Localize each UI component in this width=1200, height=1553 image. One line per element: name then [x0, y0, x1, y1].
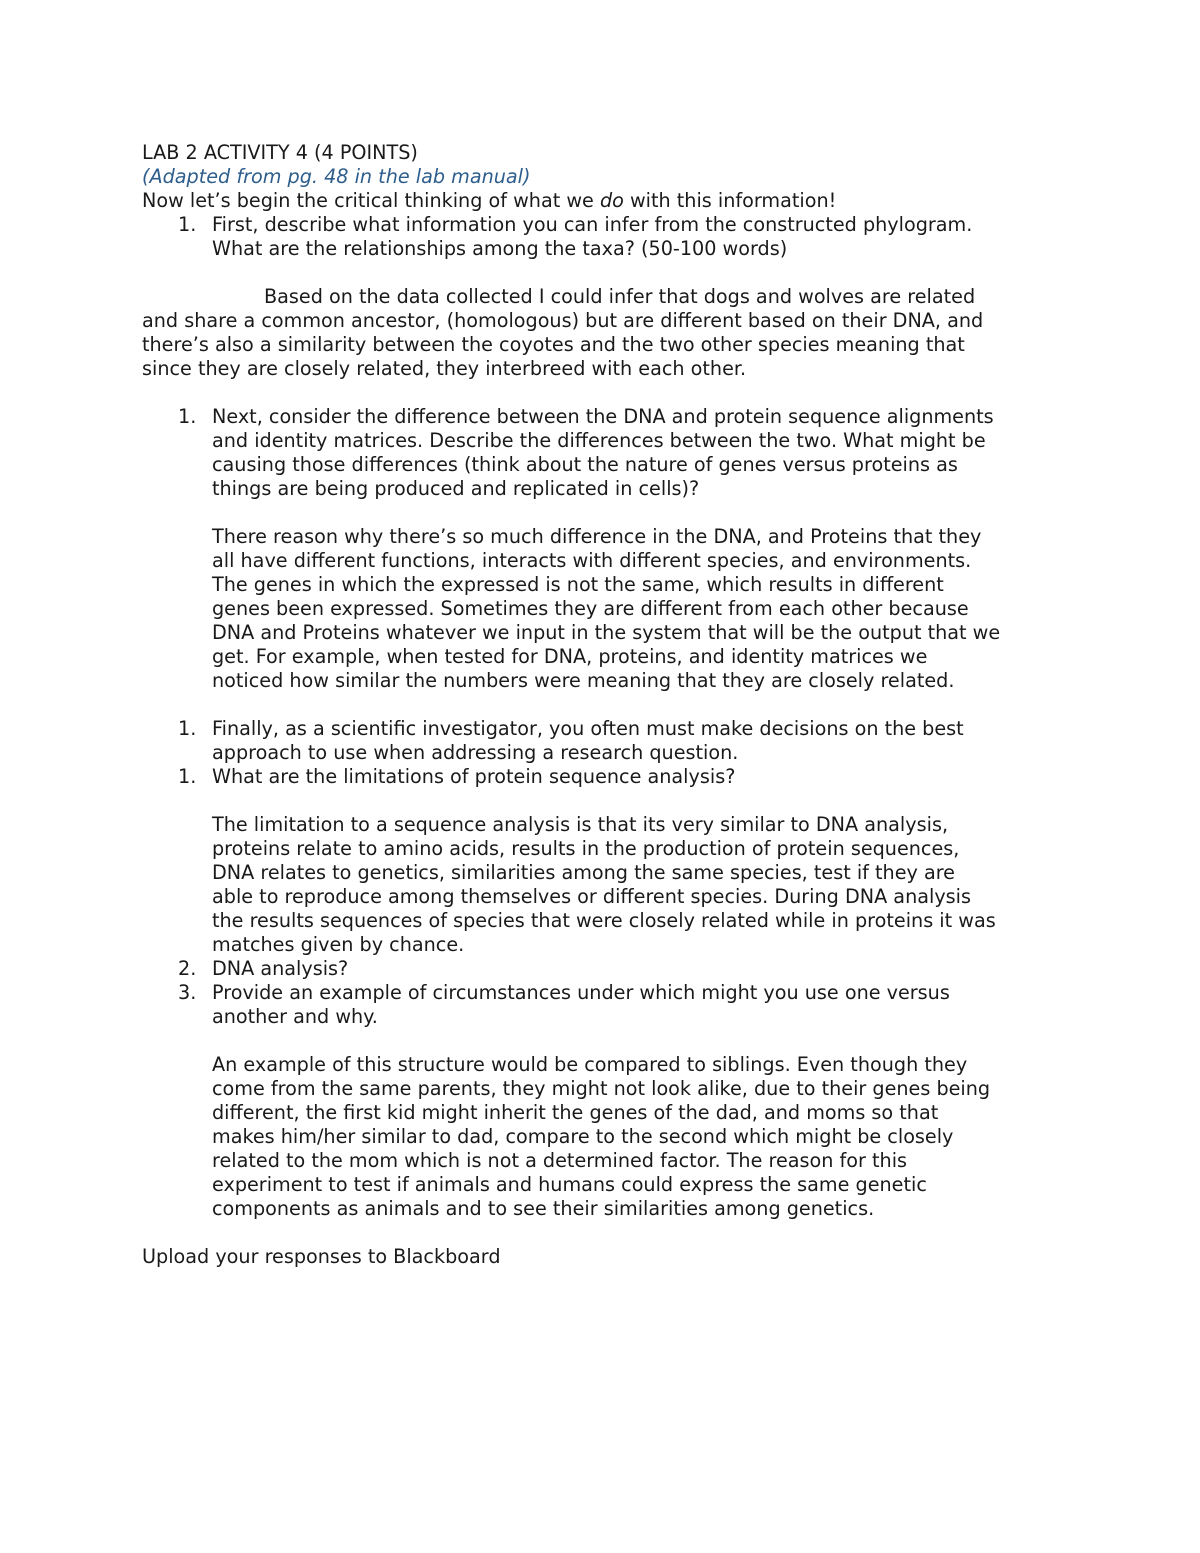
question-3-number: 1. — [178, 717, 197, 740]
question-3b-number: 2. — [178, 957, 197, 980]
answer-2-line: DNA and Proteins whatever we input in the system that will be the output that we — [212, 621, 1001, 644]
answer-4-line: related to the mom which is not a determined factor. The reason for this — [212, 1149, 908, 1172]
question-3-line: Finally, as a scientific investigator, you often must make decisions on the best — [212, 717, 964, 740]
answer-4-line: makes him/her similar to dad, compare to the second which might be closely — [212, 1125, 954, 1148]
answer-4-line: experiment to test if animals and humans could express the same genetic — [212, 1173, 927, 1196]
question-3b — [142, 957, 1072, 981]
answer-1-line: and share a common ancestor, (homologous) but are different based on their DNA, and — [142, 309, 984, 332]
question-1-line: What are the relationships among the taxa? (50-100 words) — [212, 237, 788, 260]
spacer — [142, 261, 1072, 285]
question-3a — [142, 765, 1072, 789]
question-3c-line: another and why. — [212, 1005, 378, 1028]
answer-1-line: Based on the data collected I could infer that dogs and wolves are related — [264, 285, 976, 308]
question-3-line: approach to use when addressing a research question. — [212, 741, 739, 764]
answer-4-line: different, the first kid might inherit the genes of the dad, and moms so that — [212, 1101, 939, 1124]
answer-2-line: all have different functions, interacts with different species, and environments. — [212, 549, 972, 572]
question-2-number: 1. — [178, 405, 197, 428]
intro-emphasis: do — [599, 189, 624, 212]
answer-4 — [142, 1053, 1072, 1221]
answer-2-line: The genes in which the expressed is not the same, which results in different — [212, 573, 944, 596]
answer-1 — [142, 285, 1072, 381]
question-2-line: and identity matrices. Describe the differences between the two. What might be — [212, 429, 986, 452]
answer-3-line: The limitation to a sequence analysis is that its very similar to DNA analysis, — [212, 813, 949, 836]
spacer — [142, 693, 1072, 717]
answer-2-line: noticed how similar the numbers were meaning that they are closely related. — [212, 669, 955, 692]
document-subtitle: (Adapted from pg. 48 in the lab manual) — [142, 165, 531, 188]
question-3a-number: 1. — [178, 765, 197, 788]
document-title: LAB 2 ACTIVITY 4 (4 POINTS) — [142, 141, 418, 164]
question-2-line: things are being produced and replicated in cells)? — [212, 477, 700, 500]
answer-2 — [142, 525, 1072, 693]
intro-text-after: with this information! — [623, 189, 837, 212]
question-1 — [142, 213, 1072, 261]
question-3c-line: Provide an example of circumstances under which might you use one versus — [212, 981, 950, 1004]
answer-3-line: DNA relates to genetics, similarities among the same species, test if they are — [212, 861, 955, 884]
spacer — [142, 381, 1072, 405]
question-3 — [142, 717, 1072, 765]
answer-2-line: genes been expressed. Sometimes they are different from each other because — [212, 597, 969, 620]
question-2-line: causing those differences (think about the nature of genes versus proteins as — [212, 453, 958, 476]
answer-3-line: able to reproduce among themselves or different species. During DNA analysis — [212, 885, 971, 908]
question-2 — [142, 405, 1072, 501]
answer-4-line: components as animals and to see their similarities among genetics. — [212, 1197, 875, 1220]
document-page — [142, 141, 1072, 1269]
question-2-line: Next, consider the difference between the DNA and protein sequence alignments — [212, 405, 994, 428]
question-3b-line: DNA analysis? — [212, 957, 349, 980]
spacer — [142, 501, 1072, 525]
answer-3-line: the results sequences of species that were closely related while in proteins it was — [212, 909, 996, 932]
answer-3-line: matches given by chance. — [212, 933, 465, 956]
answer-1-line: since they are closely related, they interbreed with each other. — [142, 357, 747, 380]
answer-3-line: proteins relate to amino acids, results in the production of protein sequences, — [212, 837, 960, 860]
question-1-line: First, describe what information you can infer from the constructed phylogram. — [212, 213, 973, 236]
question-3a-line: What are the limitations of protein sequence analysis? — [212, 765, 736, 788]
answer-4-line: An example of this structure would be compared to siblings. Even though they — [212, 1053, 968, 1076]
upload-instruction: Upload your responses to Blackboard — [142, 1245, 501, 1268]
spacer — [142, 1221, 1072, 1245]
spacer — [142, 789, 1072, 813]
intro-text-before: Now let’s begin the critical thinking of what we — [142, 189, 600, 212]
answer-4-line: come from the same parents, they might not look alike, due to their genes being — [212, 1077, 991, 1100]
question-3c-number: 3. — [178, 981, 197, 1004]
spacer — [142, 1029, 1072, 1053]
answer-1-line: there’s also a similarity between the coyotes and the two other species meaning that — [142, 333, 965, 356]
question-3c — [142, 981, 1072, 1029]
answer-3 — [142, 813, 1072, 957]
answer-2-line: get. For example, when tested for DNA, proteins, and identity matrices we — [212, 645, 928, 668]
intro-line — [142, 189, 1072, 213]
question-1-number: 1. — [178, 213, 197, 236]
answer-2-line: There reason why there’s so much difference in the DNA, and Proteins that they — [212, 525, 982, 548]
